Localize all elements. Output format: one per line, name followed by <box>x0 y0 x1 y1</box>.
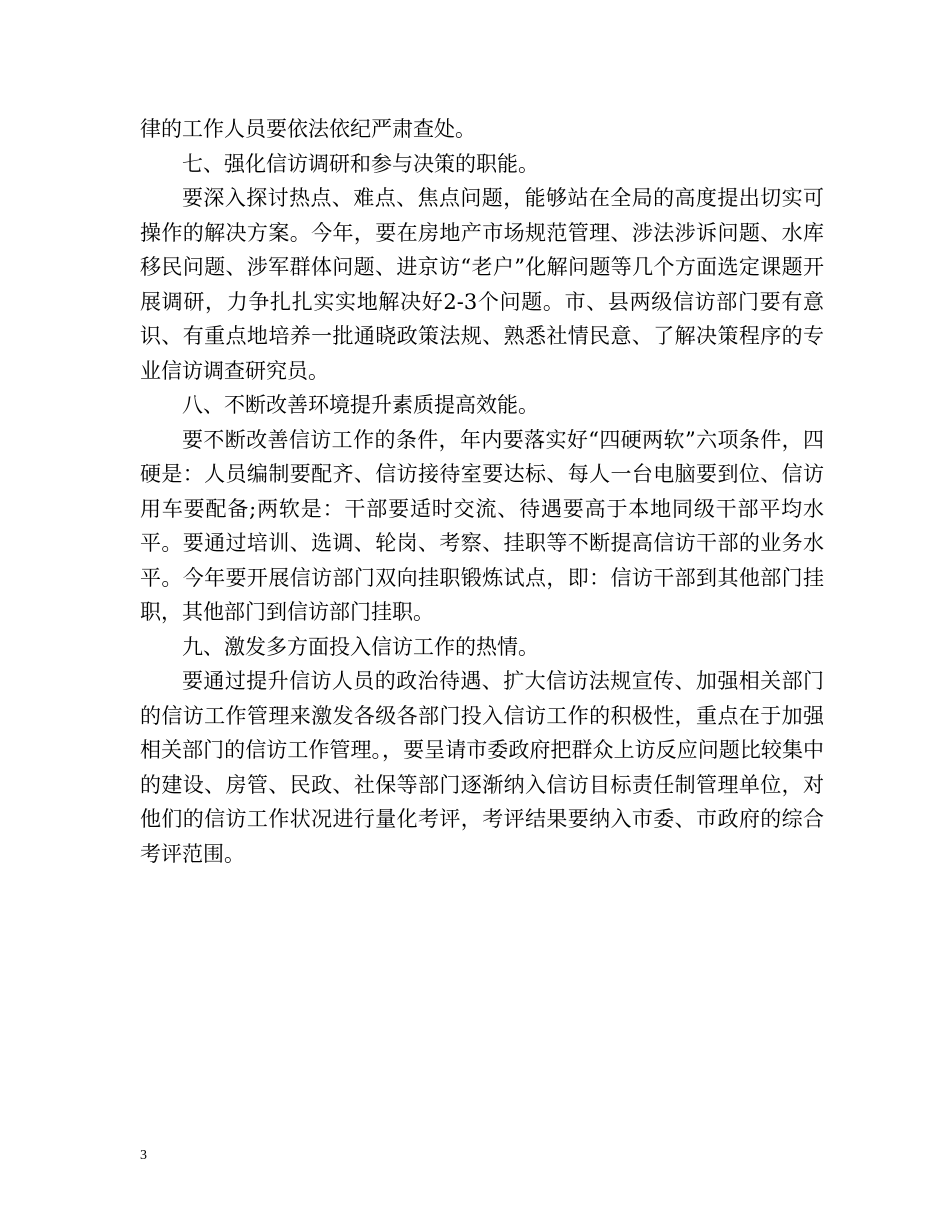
paragraph-environment: 要不断改善信访工作的条件，年内要落实好“四硬两软”六项条件，四硬是：人员编制要配齐、信访接待室要达标、每人一台电脑要到位、信访用车要配备;两软是：干部要适时交流、待遇要高于本地同级干部平均水平。要通过培训、选调、轮岗、考察、挂职等不断提高信访干部的业务水平。今年要开展信访部门双向挂职锻炼试点，即：信访干部到其他部门挂职，其他部门到信访部门挂职。 <box>140 427 824 624</box>
paragraph-continuation: 律的工作人员要依法依纪严肃查处。 <box>140 117 476 141</box>
page-number: 3 <box>140 1148 147 1163</box>
section-heading-7: 七、强化信访调研和参与决策的职能。 <box>182 151 539 176</box>
section-heading-9: 九、激发多方面投入信访工作的热情。 <box>182 634 539 659</box>
paragraph-research: 要深入探讨热点、难点、焦点问题，能够站在全局的高度提出切实可操作的解决方案。今年，要在房地产市场规范管理、涉法涉诉问题、水库移民问题、涉军群体问题、进京访“老户”化解问题等几个方面选定课题开展调研，力争扎扎实实地解决好2-3个问题。市、县两级信访部门要有意识、有重点地培养一批通晓政策法规、熟悉社情民意、了解决策程序的专业信访调查研究员。 <box>140 186 824 383</box>
section-heading-8: 八、不断改善环境提升素质提高效能。 <box>182 393 539 417</box>
paragraph-enthusiasm: 要通过提升信访人员的政治待遇、扩大信访法规宣传、加强相关部门的信访工作管理来激发各级各部门投入信访工作的积极性，重点在于加强相关部门的信访工作管理。，要呈请市委政府把群众上访反应问题比较集中的建设、房管、民政、社保等部门逐渐纳入信访目标责任制管理单位，对他们的信访工作状况进行量化考评，考评结果要纳入市委、市政府的综合考评范围。 <box>140 669 824 866</box>
body-text <box>140 112 824 871</box>
